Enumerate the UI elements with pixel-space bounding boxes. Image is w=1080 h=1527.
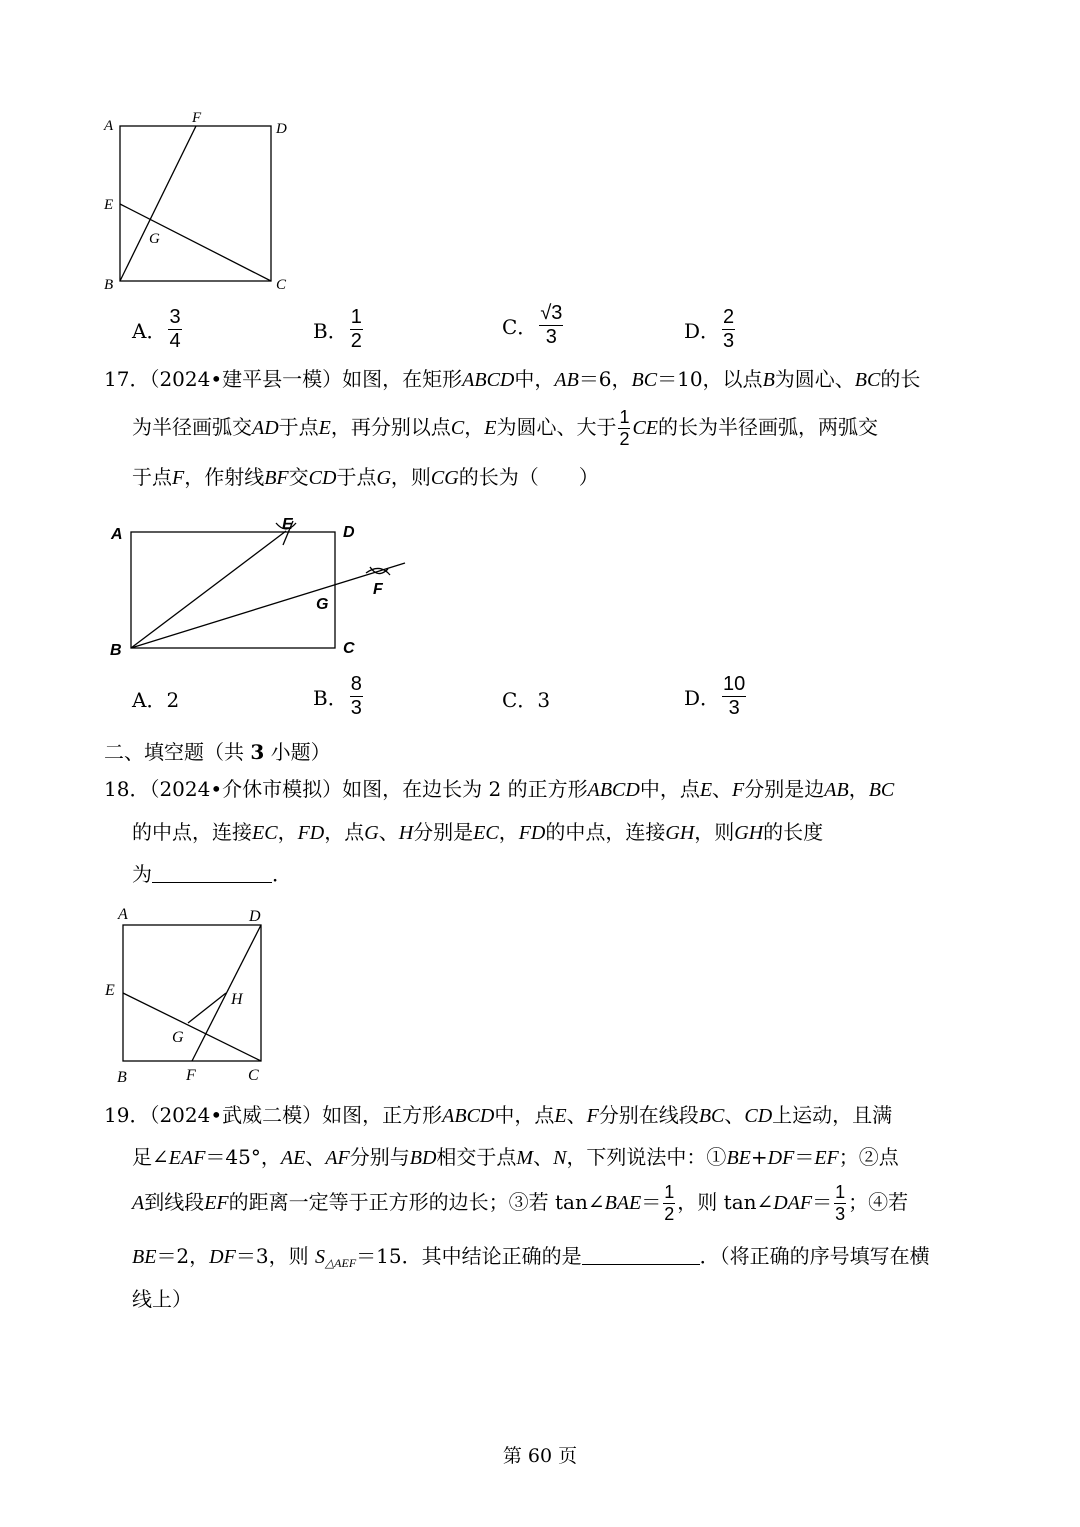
option-c[interactable]: C．3 <box>502 688 551 712</box>
q17-line-3: 于点F，作射线BF交CD于点G，则CG的长为（ ） <box>132 465 599 489</box>
label-d: D <box>249 908 261 925</box>
q19-line-5: 线上） <box>132 1287 192 1311</box>
fraction: $\frac{10}{3}$ <box>723 673 746 719</box>
label-f: F <box>192 110 202 126</box>
fraction: $\frac{1}{2}$ <box>350 306 362 352</box>
label-a: A <box>104 118 114 134</box>
fraction-one-third: $\frac{1}{3}$ <box>835 1182 846 1224</box>
fraction: $\frac{2}{3}$ <box>723 306 735 352</box>
q19-line-4: BE＝2，DF＝3，则 $S_{\triangle AEF}=15$．其中结论正确的是 ．（将正确的序号填写在横 <box>132 1244 930 1270</box>
label-b: B <box>110 642 122 659</box>
label-d: D <box>343 524 355 541</box>
label-g: G <box>149 231 160 247</box>
q17-line-2: 为半径画弧交AD于点E，再分别以点C，E为圆心、大于 $\frac{1}{2}$ CE的长为半径画弧，两弧交 <box>132 407 879 449</box>
label-a: A <box>118 906 128 923</box>
label-c: C <box>343 640 355 657</box>
label-e: E <box>105 982 115 999</box>
figure-q17 <box>100 505 420 665</box>
option-a[interactable]: A． $\frac{3}{4}$ <box>132 306 181 352</box>
option-d[interactable]: D． $\frac{2}{3}$ <box>684 306 735 352</box>
fraction: $\frac{√3}{3}$ <box>540 302 563 348</box>
fraction: $\frac{3}{4}$ <box>169 306 181 352</box>
label-c: C <box>248 1067 259 1084</box>
q19-line-3: A到线段EF的距离一定等于正方形的边长；③若 tan∠BAE＝ $\frac{1}{2}$ ，则 tan∠DAF＝ $\frac{1}{3}$ ；④若 <box>132 1182 909 1224</box>
q18-line-3: 为 ． <box>132 862 292 886</box>
figure-q18 <box>98 900 278 1090</box>
fraction-one-half: $\frac{1}{2}$ <box>664 1182 675 1224</box>
option-d[interactable]: D． $\frac{10}{3}$ <box>684 673 746 719</box>
label-b: B <box>104 277 114 293</box>
label-a: A <box>111 526 123 543</box>
label-h: H <box>231 991 243 1008</box>
q18-line-2: 的中点，连接EC，FD，点G、H分别是EC，FD的中点，连接GH，则GH的长度 <box>132 820 824 844</box>
label-e: E <box>282 516 293 533</box>
page-number: 第 60 页 <box>502 1445 578 1467</box>
label-g: G <box>316 596 329 613</box>
label-b: B <box>117 1069 127 1086</box>
q17-line-1: 17．（2024•建平县一模）如图，在矩形ABCD中，AB＝6，BC＝10，以点B为圆心、BC的长 <box>104 367 921 391</box>
fraction-half: $\frac{1}{2}$ <box>619 407 630 449</box>
fraction: $\frac{8}{3}$ <box>350 673 362 719</box>
label-d: D <box>276 121 287 137</box>
option-a[interactable]: A．2 <box>132 688 180 712</box>
option-b[interactable]: B． $\frac{8}{3}$ <box>313 673 362 719</box>
label-c: C <box>276 277 287 293</box>
label-f: F <box>373 581 383 598</box>
option-b[interactable]: B． $\frac{1}{2}$ <box>313 306 362 352</box>
label-e: E <box>104 197 114 213</box>
answer-blank[interactable] <box>152 864 272 883</box>
label-g: G <box>172 1029 184 1046</box>
answer-blank[interactable] <box>582 1246 700 1265</box>
label-f: F <box>186 1067 196 1084</box>
q18-line-1: 18．（2024•介休市模拟）如图，在边长为 2 的正方形ABCD中，点E、F分别是边AB，BC <box>104 777 895 801</box>
option-c[interactable]: C． $\frac{√3}{3}$ <box>502 302 563 348</box>
q19-line-2: 足∠EAF＝45°，AE、AF分别与BD相交于点M、N，下列说法中：①BE+DF＝EF；②点 <box>132 1145 899 1169</box>
figure-q16 <box>95 105 295 300</box>
section-heading: 二、填空题（共 3 小题） <box>104 740 331 764</box>
q19-line-1: 19．（2024•武威二模）如图，正方形ABCD中，点E、F分别在线段BC、CD上运动，且满 <box>104 1103 893 1127</box>
